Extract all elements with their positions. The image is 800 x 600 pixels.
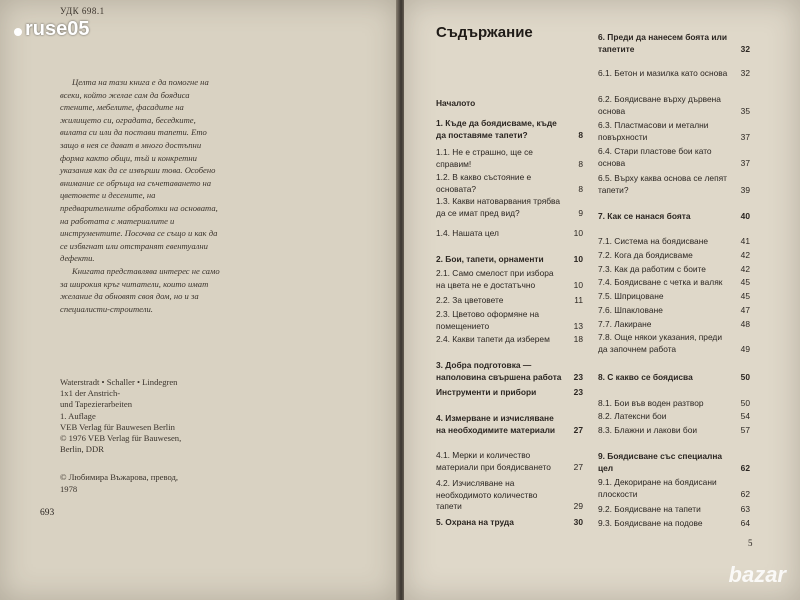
toc-entry-page: 13 bbox=[573, 320, 583, 331]
toc-entry-title: 2.3. Цветово оформяне на помещението bbox=[436, 309, 540, 331]
toc-entry-title: 4. Измерване и изчисляване на необходимите материали bbox=[436, 413, 556, 435]
toc-entry-page: 50 bbox=[740, 398, 750, 408]
toc-entry-title: 7.6. Шпакловане bbox=[598, 305, 663, 315]
toc-entry bbox=[598, 32, 750, 55]
credit-line: Berlin, DDR bbox=[60, 444, 104, 455]
toc-entry-page: 10 bbox=[573, 254, 583, 264]
toc-entry-page: 8 bbox=[578, 183, 583, 194]
credit-line: © 1976 VEB Verlag für Bauwesen, bbox=[60, 433, 182, 444]
toc-entry-title: 8.2. Латексни бои bbox=[598, 411, 667, 421]
toc-entry-title: 2.2. За цветовете bbox=[436, 295, 504, 305]
toc-entry-page: 11 bbox=[574, 295, 583, 305]
toc-title: Съдържание bbox=[436, 24, 533, 41]
toc-entry-title: 9. Боядисване със специална цел bbox=[598, 451, 723, 473]
toc-entry-page: 63 bbox=[740, 504, 750, 514]
toc-entry-title: 1.4. Нашата цел bbox=[436, 228, 499, 238]
toc-entry-title: 7.4. Боядисване с четка и валяк bbox=[598, 277, 723, 287]
toc-entry bbox=[598, 211, 750, 223]
toc-entry bbox=[436, 387, 583, 399]
toc-entry-title: Инструменти и прибори bbox=[436, 387, 537, 397]
toc-entry-page: 27 bbox=[573, 424, 583, 435]
toc-entry-page: 9 bbox=[578, 207, 583, 218]
toc-entry bbox=[598, 398, 750, 410]
toc-entry-title: 1.1. Не е страшно, ще се справим! bbox=[436, 147, 533, 169]
toc-entry bbox=[598, 250, 750, 262]
translator-credit bbox=[60, 472, 178, 495]
toc-entry bbox=[598, 319, 750, 331]
toc-entry bbox=[436, 413, 583, 436]
toc-entry-title: 1.2. В какво състояние е основата? bbox=[436, 172, 532, 194]
toc-entry bbox=[598, 94, 750, 117]
toc-entry-title: 7.2. Кога да боядисваме bbox=[598, 250, 693, 260]
logo-dot-icon bbox=[14, 28, 22, 36]
credit-line: und Tapezierarbeiten bbox=[60, 399, 133, 410]
toc-entry-page: 45 bbox=[740, 277, 750, 287]
toc-entry-page: 49 bbox=[740, 343, 750, 354]
toc-entry bbox=[436, 334, 583, 346]
toc-entry bbox=[598, 173, 750, 196]
toc-entry bbox=[598, 120, 750, 143]
toc-entry-page: 54 bbox=[740, 411, 750, 421]
toc-entry bbox=[436, 268, 583, 291]
toc-entry-page: 64 bbox=[740, 518, 750, 528]
toc-entry-title: 8. С какво се боядисва bbox=[598, 372, 693, 382]
toc-entry-page: 18 bbox=[573, 334, 583, 344]
toc-entry bbox=[598, 236, 750, 248]
intro-paragraph: Целта на тази книга е да помогне на всеки, който желае сам да боядиса стените, мебелите, фасадите на жилището си, оградата, беседките, вилата си или да постави тапети. Ето защо в нея се дават в много достъпни форма както общи, тъй и конкретни указания как да се извърши това. Особено внимание се обръща на съчетаването на цветовете и десените, на предварителните обработки на основата, на работата с материалите и инструментите. Посочва се също и как да се избягнат или отстранят евентуални дефекти. bbox=[60, 77, 218, 264]
toc-entry-page: 30 bbox=[573, 517, 583, 527]
toc-entry-title: 7.3. Как да работим с боите bbox=[598, 264, 706, 274]
toc-entry-title: 2.1. Само смелост при избора на цвета не е достатъчно bbox=[436, 268, 554, 290]
toc-entry bbox=[436, 228, 583, 240]
toc-entry-title: 3. Добра подготовка — наполовина свършена работа bbox=[436, 360, 562, 382]
toc-entry-page: 37 bbox=[740, 157, 750, 168]
toc-entry-title: 2. Бои, тапети, орнаменти bbox=[436, 254, 544, 264]
left-page bbox=[0, 0, 398, 600]
toc-entry-page: 35 bbox=[740, 105, 750, 116]
toc-entry bbox=[436, 254, 583, 266]
toc-entry-page: 41 bbox=[740, 236, 750, 246]
toc-entry-title: 9.2. Боядисване на тапети bbox=[598, 504, 701, 514]
toc-entry bbox=[436, 309, 583, 332]
toc-entry-title: 7. Как се нанася боята bbox=[598, 211, 691, 221]
toc-entry-title: 7.8. Още някои указания, преди да започнем работа bbox=[598, 332, 722, 354]
intro-text bbox=[60, 76, 220, 315]
toc-entry-title: 7.7. Лакиране bbox=[598, 319, 652, 329]
toc-entry-title: 9.3. Боядисване на подове bbox=[598, 518, 703, 528]
toc-entry-page: 32 bbox=[740, 68, 750, 78]
intro-paragraph: Книгата представлява интерес не само за широкия кръг читатели, които имат желание да обновят своя дом, но и за специалисти-строители. bbox=[60, 265, 220, 314]
toc-entry-page: 27 bbox=[573, 461, 583, 472]
page-number-right: 5 bbox=[748, 538, 753, 548]
toc-entry bbox=[598, 411, 750, 423]
translator-line: 1978 bbox=[60, 483, 78, 494]
page-number-left: 693 bbox=[40, 508, 55, 518]
toc-entry-title: Началото bbox=[436, 98, 476, 108]
toc-entry-title: 6.3. Пластмасови и метални повърхности bbox=[598, 120, 709, 142]
translator-line: © Любимира Въжарова, превод, bbox=[60, 472, 179, 482]
toc-entry-page: 62 bbox=[740, 462, 750, 473]
toc-entry-page: 42 bbox=[740, 250, 750, 260]
toc-entry bbox=[598, 277, 750, 289]
toc-entry-page: 50 bbox=[740, 372, 750, 382]
toc-entry bbox=[598, 504, 750, 516]
toc-entry-title: 4.2. Изчисляване на необходимото количество тапети bbox=[436, 478, 538, 511]
toc-entry-page: 42 bbox=[740, 264, 750, 274]
toc-entry-title: 7.5. Шприцоване bbox=[598, 291, 664, 301]
toc-entry-title: 1.3. Какви натоварвания трябва да се имат пред вид? bbox=[436, 196, 561, 218]
toc-entry-title: 9.1. Декориране на боядисани плоскости bbox=[598, 477, 717, 499]
toc-entry-page: 8 bbox=[578, 158, 583, 169]
toc-entry bbox=[436, 478, 583, 513]
toc-entry-page: 62 bbox=[740, 488, 750, 499]
toc-entry bbox=[598, 291, 750, 303]
toc-entry-page: 23 bbox=[573, 387, 583, 397]
toc-entry bbox=[436, 147, 583, 170]
toc-entry bbox=[436, 98, 583, 110]
toc-entry bbox=[598, 332, 750, 355]
toc-entry bbox=[436, 360, 583, 383]
toc-entry bbox=[598, 518, 750, 530]
toc-entry-page: 8 bbox=[578, 129, 583, 140]
toc-entry-page: 57 bbox=[740, 425, 750, 435]
toc-entry-page: 48 bbox=[740, 319, 750, 329]
toc-entry-page: 23 bbox=[573, 371, 583, 382]
toc-entry bbox=[436, 450, 583, 473]
toc-entry-page: 45 bbox=[740, 291, 750, 301]
toc-entry bbox=[598, 451, 750, 474]
toc-entry-page: 10 bbox=[573, 279, 583, 290]
watermark-text: ruse05 bbox=[25, 18, 90, 40]
toc-entry-page: 29 bbox=[573, 501, 583, 511]
toc-entry bbox=[436, 172, 583, 195]
toc-entry-title: 8.1. Бои във воден разтвор bbox=[598, 398, 704, 408]
toc-entry-title: 1. Къде да боядисваме, къде да поставяме тапети? bbox=[436, 118, 557, 140]
credit-line: VEB Verlag für Bauwesen Berlin bbox=[60, 421, 175, 432]
credit-line: 1. Auflage bbox=[60, 410, 96, 421]
toc-entry-title: 6.1. Бетон и мазилка като основа bbox=[598, 68, 728, 78]
toc-entry-title: 6. Преди да нанесем боята или тапетите bbox=[598, 32, 728, 54]
toc-entry bbox=[598, 68, 750, 80]
toc-entry-title: 4.1. Мерки и количество материали при боядисването bbox=[436, 450, 551, 472]
toc-entry bbox=[598, 477, 750, 500]
toc-entry-title: 6.2. Боядисване върху дървена основа bbox=[598, 94, 721, 116]
toc-entry bbox=[598, 305, 750, 317]
toc-entry bbox=[598, 372, 750, 384]
toc-entry-page: 10 bbox=[573, 228, 583, 238]
udk-code: УДК 698.1 bbox=[60, 6, 105, 16]
toc-entry-title: 6.5. Върху каква основа се лепят тапети? bbox=[598, 173, 727, 195]
toc-entry-title: 7.1. Система на боядисване bbox=[598, 236, 708, 246]
toc-entry-page: 47 bbox=[740, 305, 750, 315]
toc-entry bbox=[598, 146, 750, 169]
toc-entry-page: 32 bbox=[740, 43, 750, 54]
original-edition-credits bbox=[60, 377, 181, 455]
toc-entry-page: 37 bbox=[740, 131, 750, 142]
toc-entry-page: 40 bbox=[740, 211, 750, 221]
toc-entry-page: 39 bbox=[740, 184, 750, 195]
watermark-logo bbox=[14, 18, 90, 41]
toc-entry bbox=[598, 264, 750, 276]
corner-watermark: bazar bbox=[728, 562, 786, 587]
toc-entry bbox=[598, 425, 750, 437]
toc-entry-title: 6.4. Стари пластове бои като основа bbox=[598, 146, 712, 168]
credit-line: Waterstradt • Schaller • Lindegren bbox=[60, 377, 178, 387]
toc-entry bbox=[436, 517, 583, 529]
toc-entry-title: 8.3. Блажни и лакови бои bbox=[598, 425, 698, 435]
credit-line: 1x1 der Anstrich- bbox=[60, 388, 121, 399]
toc-entry-title: 5. Охрана на труда bbox=[436, 517, 514, 527]
toc-entry bbox=[436, 196, 583, 219]
toc-entry-title: 2.4. Какви тапети да изберем bbox=[436, 334, 550, 344]
toc-entry bbox=[436, 118, 583, 141]
toc-entry bbox=[436, 295, 583, 307]
